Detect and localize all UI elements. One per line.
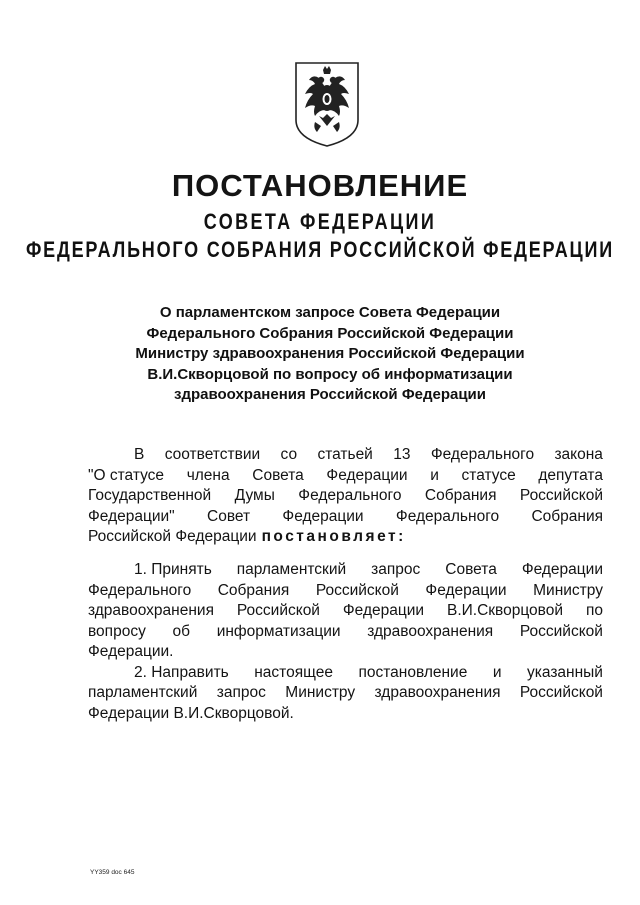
document-title: ПОСТАНОВЛЕНИЕ [171,168,469,203]
item-2-line: Федерации В.И.Скворцовой. [88,704,294,722]
double-headed-eagle-icon [293,60,361,148]
subject-line: здравоохранения Российской Федерации [173,386,486,403]
document-subtitle-assembly: ФЕДЕРАЛЬНОГО СОБРАНИЯ РОССИЙСКОЙ ФЕДЕРАЦИИ [26,237,614,262]
document-subtitle-council: СОВЕТА ФЕДЕРАЦИИ [203,209,437,234]
preamble-line: Российской Федерации постановляет: [88,527,603,548]
decree-word: постановляет: [261,528,406,545]
subject-line: Федерального Собрания Российской Федерации [146,324,514,342]
preamble-line: "О статусе члена Совета Федерации и статусе депутата [88,466,603,484]
subject-line: О парламентском запросе Совета Федерации [159,304,501,321]
item-2-line: 2. Направить настоящее постановление и указанный [134,663,603,681]
item-1-line: 1. Принять парламентский запрос Совета Федерации [134,561,603,578]
preamble-line: Федерации" Совет Федерации Федерального Собрания [88,507,603,525]
preamble-paragraph [88,445,603,548]
subject-line: В.И.Скворцовой по вопросу об информатизации [147,365,513,383]
item-2-line: парламентский запрос Министру здравоохранения Российской [88,684,603,701]
item-1-line: вопросу об информатизации здравоохранения Российской [88,622,603,640]
item-1-line: Федерального Собрания Российской Федерации Министру [88,581,603,599]
document-code: YY359 doc 645 [90,869,135,876]
subject-line: Министру здравоохранения Российской Федерации [135,345,525,362]
preamble-line: Государственной Думы Федерального Собрания Российской [88,487,603,504]
item-1-line: здравоохранения Российской Федерации В.И.Скворцовой по [88,602,603,619]
preamble-line: В соответствии со статьей 13 Федерального закона [134,446,603,463]
resolution-items [88,560,603,724]
document-subject [100,303,560,406]
item-1-line: Федерации. [88,643,174,660]
